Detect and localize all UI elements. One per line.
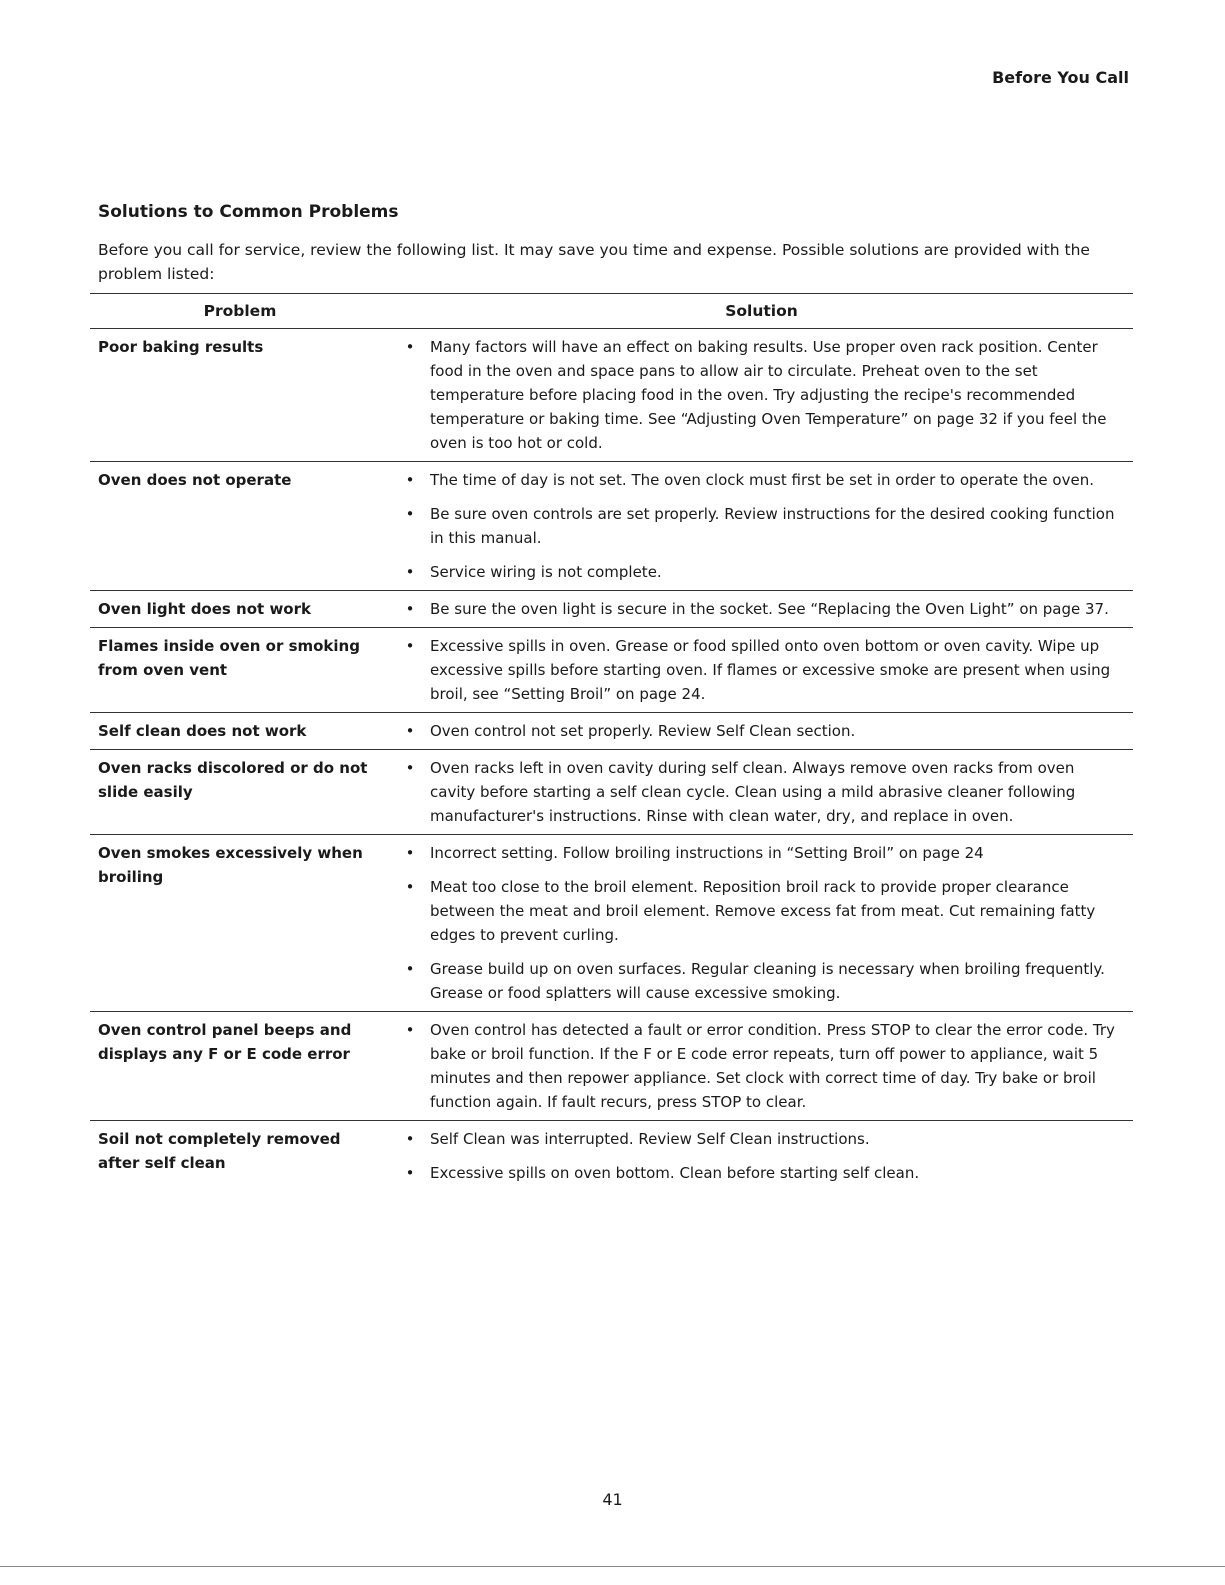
bullet-icon: • xyxy=(405,338,415,356)
table-row xyxy=(90,591,1133,628)
page-number: 41 xyxy=(602,1490,623,1509)
bullet-icon: • xyxy=(405,878,415,896)
solution-item xyxy=(390,756,1123,828)
table-row xyxy=(90,462,1133,591)
section-header: Before You Call xyxy=(992,68,1129,87)
problem-cell: Soil not completely removed after self clean xyxy=(98,1130,341,1172)
solution-cell xyxy=(390,634,1133,706)
table-row xyxy=(90,750,1133,835)
solution-text: Oven control has detected a fault or error condition. Press STOP to clear the error code. Try bake or broil function. If the F or E code error repeats, turn off power to appliance, wait 5 minutes and then repower appliance. Set clock with correct time of day. Try bake or broil function again. If fault recurs, press STOP to clear. xyxy=(430,1021,1115,1111)
solution-text: Oven racks left in oven cavity during self clean. Always remove oven racks from oven cavity before starting a self clean cycle. Clean using a mild abrasive cleaner following manufacturer's instructions. Rinse with clean water, dry, and replace in oven. xyxy=(430,759,1076,825)
solution-item xyxy=(390,560,1123,584)
solution-text: Grease build up on oven surfaces. Regular cleaning is necessary when broiling frequently. Grease or food splatters will cause excessive smoking. xyxy=(430,960,1105,1002)
problems-table xyxy=(90,293,1133,1191)
bullet-icon: • xyxy=(405,600,415,618)
solution-cell xyxy=(390,719,1133,743)
page-title: Solutions to Common Problems xyxy=(98,202,399,222)
intro-paragraph: Before you call for service, review the following list. It may save you time and expense. Possible solutions are provided with the problem listed: xyxy=(98,241,1090,283)
solution-text: Service wiring is not complete. xyxy=(430,563,662,581)
problem-cell: Oven does not operate xyxy=(98,471,292,489)
solution-item xyxy=(390,957,1123,1005)
solution-text: Incorrect setting. Follow broiling instructions in “Setting Broil” on page 24 xyxy=(430,844,984,862)
solution-item xyxy=(390,1018,1123,1114)
solution-item xyxy=(390,468,1123,492)
problem-cell: Oven smokes excessively when broiling xyxy=(98,844,363,886)
problem-cell: Flames inside oven or smoking from oven vent xyxy=(98,637,360,679)
solution-text: Excessive spills on oven bottom. Clean before starting self clean. xyxy=(430,1164,920,1182)
bullet-icon: • xyxy=(405,637,415,655)
solution-item xyxy=(390,875,1123,947)
table-row xyxy=(90,1121,1133,1191)
solution-text: The time of day is not set. The oven clock must first be set in order to operate the oven. xyxy=(430,471,1094,489)
bullet-icon: • xyxy=(405,844,415,862)
bullet-icon: • xyxy=(405,960,415,978)
bullet-icon: • xyxy=(405,505,415,523)
table-body xyxy=(90,329,1133,1191)
problem-cell: Self clean does not work xyxy=(98,722,307,740)
solution-text: Oven control not set properly. Review Self Clean section. xyxy=(430,722,856,740)
table-row xyxy=(90,835,1133,1012)
bullet-icon: • xyxy=(405,1164,415,1182)
solution-cell xyxy=(390,335,1133,455)
solution-cell xyxy=(390,841,1133,1005)
problem-cell: Oven control panel beeps and displays any F or E code error xyxy=(98,1021,352,1063)
bullet-icon: • xyxy=(405,722,415,740)
solution-cell xyxy=(390,1127,1133,1185)
problem-cell: Oven light does not work xyxy=(98,600,311,618)
solution-text: Self Clean was interrupted. Review Self Clean instructions. xyxy=(430,1130,870,1148)
solution-item xyxy=(390,719,1123,743)
solution-text: Many factors will have an effect on baking results. Use proper oven rack position. Center food in the oven and space pans to allow air to circulate. Preheat oven to the set temperature before placing food in the oven. Try adjusting the recipe's recommended temperature or baking time. See “Adjusting Oven Temperature” on page 32 if you feel the oven is too hot or cold. xyxy=(430,338,1107,452)
solution-item xyxy=(390,1161,1123,1185)
problem-cell: Oven racks discolored or do not slide easily xyxy=(98,759,368,801)
bottom-rule xyxy=(0,1566,1225,1567)
solution-item xyxy=(390,502,1123,550)
table-header xyxy=(90,294,1133,329)
solution-item xyxy=(390,841,1123,865)
bullet-icon: • xyxy=(405,1021,415,1039)
column-header-solution: Solution xyxy=(725,302,798,320)
solution-cell xyxy=(390,756,1133,828)
table-row xyxy=(90,1012,1133,1121)
column-header-problem: Problem xyxy=(203,302,277,320)
solution-item xyxy=(390,597,1123,621)
table-row xyxy=(90,628,1133,713)
solution-text: Be sure the oven light is secure in the socket. See “Replacing the Oven Light” on page 37. xyxy=(430,600,1109,618)
solution-cell xyxy=(390,597,1133,621)
bullet-icon: • xyxy=(405,759,415,777)
bullet-icon: • xyxy=(405,563,415,581)
bullet-icon: • xyxy=(405,1130,415,1148)
solution-item xyxy=(390,634,1123,706)
solution-text: Be sure oven controls are set properly. Review instructions for the desired cooking function in this manual. xyxy=(430,505,1115,547)
solution-item xyxy=(390,1127,1123,1151)
solution-cell xyxy=(390,1018,1133,1114)
bullet-icon: • xyxy=(405,471,415,489)
solution-item xyxy=(390,335,1123,455)
solution-cell xyxy=(390,468,1133,584)
table-row xyxy=(90,329,1133,462)
problem-cell: Poor baking results xyxy=(98,338,264,356)
solution-text: Excessive spills in oven. Grease or food spilled onto oven bottom or oven cavity. Wipe up excessive spills before starting oven. If flames or excessive smoke are present when using broil, see “Setting Broil” on page 24. xyxy=(430,637,1111,703)
solution-text: Meat too close to the broil element. Reposition broil rack to provide proper clearance between the meat and broil element. Remove excess fat from meat. Cut remaining fatty edges to prevent curling. xyxy=(430,878,1096,944)
table-row xyxy=(90,713,1133,750)
